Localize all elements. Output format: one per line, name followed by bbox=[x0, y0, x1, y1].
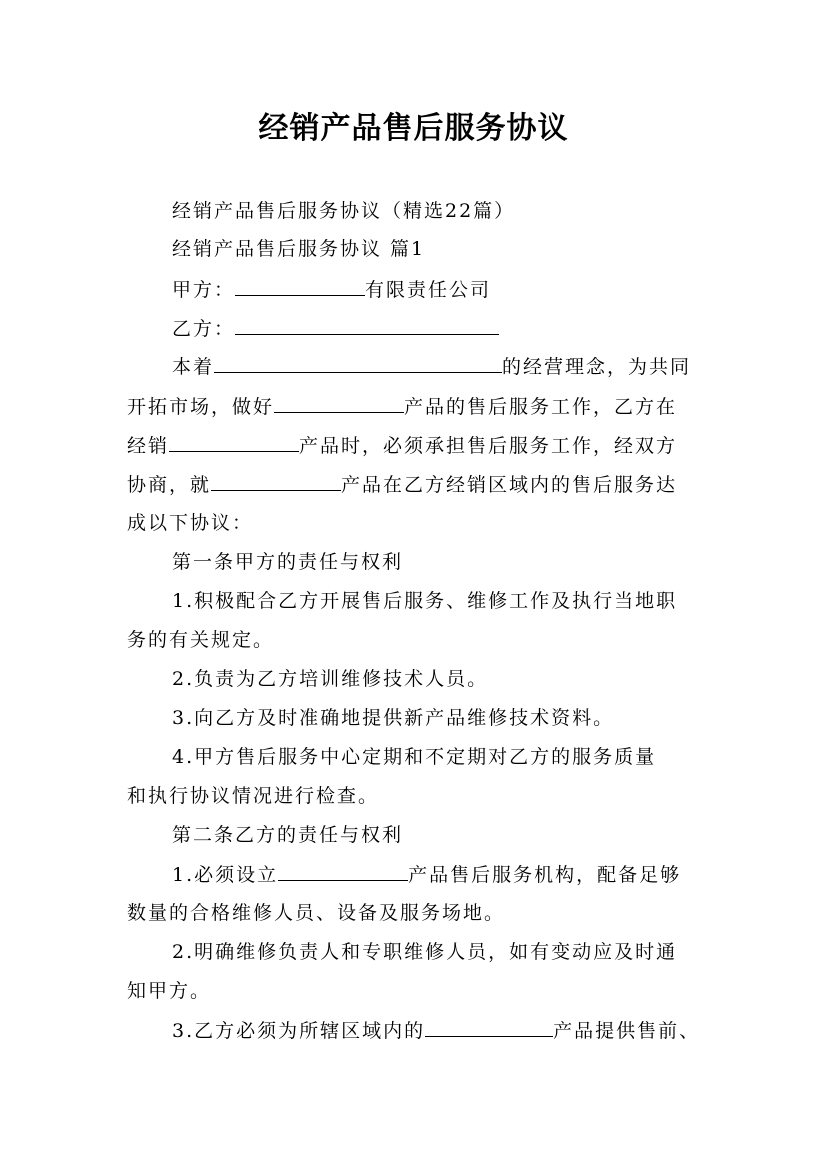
party-b-label: 乙方： bbox=[172, 318, 236, 340]
party-a-suffix: 有限责任公司 bbox=[365, 279, 492, 301]
blank-field bbox=[425, 1018, 553, 1037]
article-1-heading: 第一条甲方的责任与权利 bbox=[172, 551, 404, 573]
intro-text: 产品时，必须承担售后服务工作，经双方 bbox=[299, 435, 678, 457]
article-2-heading: 第二条乙方的责任与权利 bbox=[172, 824, 404, 846]
document-title: 经销产品售后服务协议 bbox=[258, 111, 569, 146]
blank-field bbox=[169, 433, 299, 452]
article-1-item-4-cont: 和执行协议情况进行检查。 bbox=[127, 785, 380, 807]
document-subtitle: 经销产品售后服务协议（精选22篇） bbox=[172, 200, 516, 222]
intro-text: 产品的售后服务工作，乙方在 bbox=[404, 396, 678, 418]
article-1-item-3: 3.向乙方及时准确地提供新产品维修技术资料。 bbox=[172, 707, 615, 729]
article-2-item-2-cont: 知甲方。 bbox=[127, 980, 212, 1002]
intro-text: 经销 bbox=[127, 435, 170, 457]
intro-line-3 bbox=[127, 433, 677, 458]
intro-line-2 bbox=[127, 394, 677, 419]
intro-text: 本着 bbox=[172, 356, 215, 378]
item-text: 3.乙方必须为所辖区域内的 bbox=[172, 1020, 426, 1042]
intro-text: 的经营理念，为共同 bbox=[502, 356, 692, 378]
article-2-item-1-cont: 数量的合格维修人员、设备及服务场地。 bbox=[127, 902, 506, 924]
article-1-item-1-cont: 务的有关规定。 bbox=[127, 629, 275, 651]
intro-text: 开拓市场，做好 bbox=[127, 396, 275, 418]
intro-line-4 bbox=[127, 472, 677, 497]
intro-line-1 bbox=[172, 354, 691, 379]
article-1-item-2: 2.负责为乙方培训维修技术人员。 bbox=[172, 668, 489, 690]
intro-text: 协商，就 bbox=[127, 474, 212, 496]
item-text: 产品售后服务机构，配备足够 bbox=[408, 864, 682, 886]
party-a-label: 甲方： bbox=[172, 279, 236, 301]
party-b-line bbox=[172, 316, 499, 341]
article-1-item-4: 4.甲方售后服务中心定期和不定期对乙方的服务质量 bbox=[172, 746, 657, 768]
article-2-item-2: 2.明确维修负责人和专职维修人员，如有变动应及时通 bbox=[172, 941, 678, 963]
blank-field bbox=[278, 862, 408, 881]
blank-field bbox=[274, 394, 404, 413]
section-heading: 经销产品售后服务协议 篇1 bbox=[172, 238, 426, 260]
article-1-item-1: 1.积极配合乙方开展售后服务、维修工作及执行当地职 bbox=[172, 590, 678, 612]
blank-field bbox=[235, 277, 365, 296]
article-2-item-3 bbox=[172, 1018, 700, 1043]
intro-text: 产品在乙方经销区域内的售后服务达 bbox=[341, 474, 678, 496]
blank-field bbox=[211, 472, 341, 491]
item-text: 产品提供售前、 bbox=[553, 1020, 701, 1042]
blank-field bbox=[214, 354, 502, 373]
item-text: 1.必须设立 bbox=[172, 864, 279, 886]
blank-field bbox=[235, 316, 499, 335]
party-a-line bbox=[172, 277, 491, 302]
article-2-item-1 bbox=[172, 862, 681, 887]
intro-line-5: 成以下协议： bbox=[127, 512, 254, 534]
